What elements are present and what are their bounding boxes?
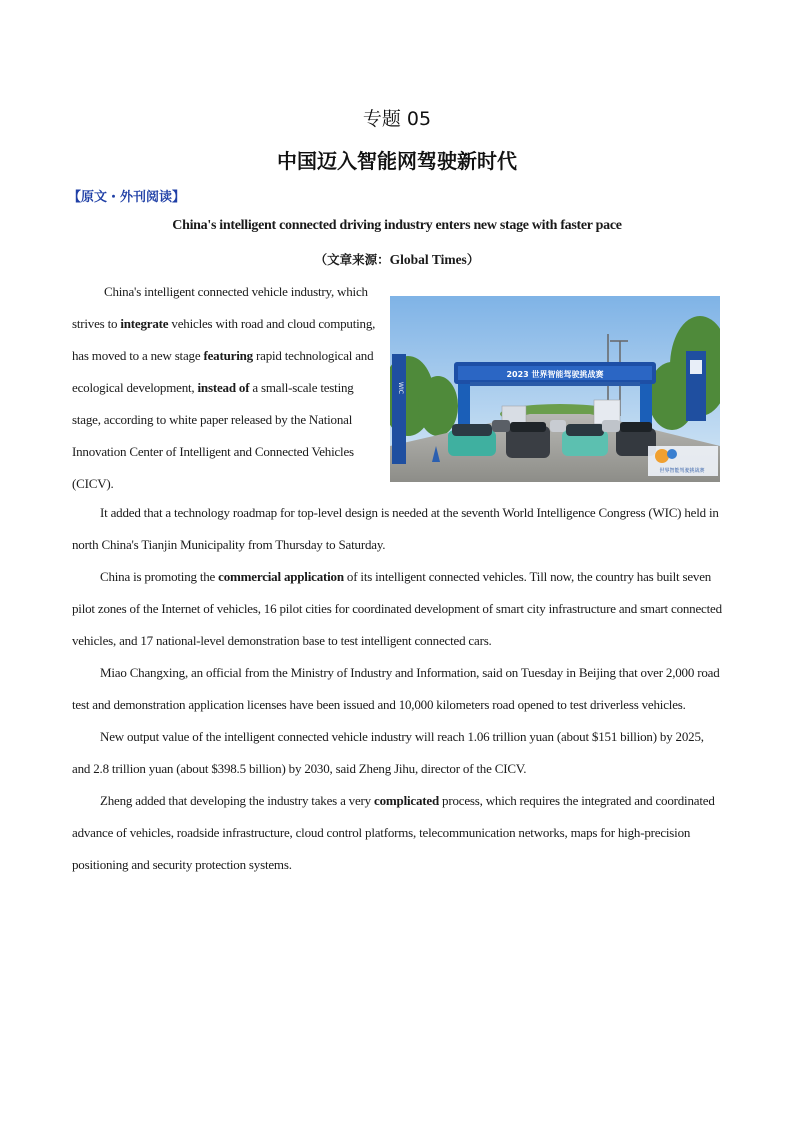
arch-text: 2023 世界智能驾驶挑战赛 xyxy=(506,370,604,379)
p1-text-1: China's intelligent connected vehicle industry, which strives to xyxy=(72,284,368,331)
p6-text-1: Zheng added that developing the industry takes a very xyxy=(100,793,375,808)
source-suffix: ） xyxy=(466,252,480,267)
paragraph-3 xyxy=(72,561,724,657)
article-photo xyxy=(390,296,720,482)
p1-text-3: rapid technological and ecological development, xyxy=(72,348,374,395)
page-title: 中国迈入智能网驾驶新时代 xyxy=(277,149,517,173)
keyword-featuring: featuring xyxy=(203,348,253,363)
race-arch-photo xyxy=(390,296,720,482)
p3-text-2: of its intelligent connected vehicles. Till now, the country has built seven pilot zones of the Internet of vehicles, 16 pilot cities for coordinated development of smart city infrastructure and smart connected vehicles, and 17 national-level demonstration base to test intelligent connected cars. xyxy=(72,569,722,648)
p6-text-2: process, which requires the integrated and coordinated advance of vehicles, roadside infrastructure, cloud control platforms, telecommunication networks, maps for high-precision positioning and security protection systems. xyxy=(72,793,715,872)
p3-text-1: China is promoting the xyxy=(100,569,219,584)
left-banner xyxy=(392,354,406,464)
keyword-complicated: complicated xyxy=(374,793,439,808)
p1-text-2: vehicles with road and cloud computing, has moved to a new stage xyxy=(72,316,376,363)
paragraph-2: It added that a technology roadmap for top-level design is needed at the seventh World Intelligence Congress (WIC) held in north China's Tianjin Municipality from Thursday to Saturday. xyxy=(72,505,719,552)
article-title: China's intelligent connected driving industry enters new stage with faster pace xyxy=(172,218,622,233)
logo-text: 世界智能驾驶挑战赛 xyxy=(659,468,705,474)
section-label: 【原文・外刊阅读】 xyxy=(68,190,186,205)
source-name: Global Times xyxy=(389,252,467,267)
p1-text-4: a small-scale testing stage, according to white paper released by the National Innovation Center of Intelligent and Connected Vehicles (CICV). xyxy=(72,380,354,491)
keyword-integrate: integrate xyxy=(120,316,169,331)
intro-paragraph-block xyxy=(72,276,382,500)
keyword-instead-of: instead of xyxy=(197,380,250,395)
article-source xyxy=(0,250,794,268)
left-banner-text: WIC xyxy=(397,382,404,394)
paragraph-6 xyxy=(72,785,724,881)
article-body xyxy=(72,497,724,881)
topic-number: 专题 05 xyxy=(362,108,432,130)
paragraph-4: Miao Changxing, an official from the Ministry of Industry and Information, said on Tuesday in Beijing that over 2,000 road test and demonstration application licenses have been issued and 10,000 kilometers road opened to test driverless vehicles. xyxy=(72,665,720,712)
source-prefix: （文章来源： xyxy=(314,252,390,267)
paragraph-5: New output value of the intelligent connected vehicle industry will reach 1.06 trillion yuan (about $151 billion) by 2025, and 2.8 trillion yuan (about $398.5 billion) by 2030, said Zheng Jihu, director of the CICV. xyxy=(72,729,704,776)
keyword-commercial-application: commercial application xyxy=(218,569,344,584)
paragraph-1 xyxy=(72,276,382,500)
